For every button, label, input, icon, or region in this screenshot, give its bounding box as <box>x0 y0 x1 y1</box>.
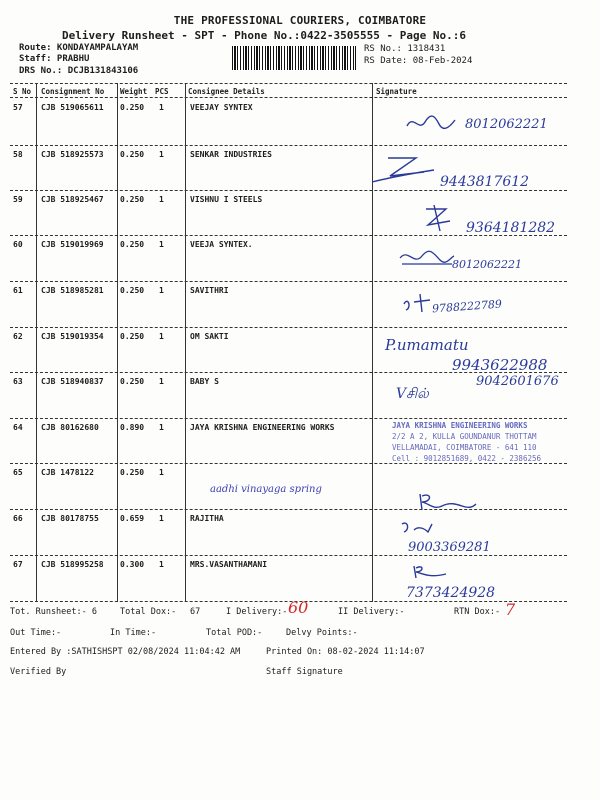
row-consignment: CJB 518925573 <box>41 150 104 159</box>
stamp-line: 2/2 A 2, KULLA GOUNDANUR THOTTAM <box>392 432 537 441</box>
handwritten-name: P.umamatu <box>385 336 469 354</box>
row-pcs: 1 <box>159 560 164 569</box>
col-consignment: Consignment No <box>41 87 105 96</box>
staff-signature-label: Staff Signature <box>266 667 343 677</box>
signature-scribble <box>398 248 456 272</box>
row-weight: 0.250 <box>120 377 145 386</box>
handwritten-consignee: aadhi vinayaga spring <box>210 484 322 495</box>
handwritten-phone: 9003369281 <box>408 540 491 555</box>
row-pcs: 1 <box>159 103 164 112</box>
row-consignee: VEEJAY SYNTEX <box>190 103 253 112</box>
row-sno: 57 <box>13 103 23 112</box>
row-consignee: BABY S <box>190 377 219 386</box>
total-dox-label: Total Dox:- <box>120 607 177 617</box>
stamp-line: VELLAMADAI, COIMBATORE - 641 110 <box>392 443 537 452</box>
row-consignment: CJB 518985281 <box>41 286 104 295</box>
stamp-line: Cell : 9012851689, 0422 - 2386256 <box>392 454 542 463</box>
signature-scribble <box>398 518 436 540</box>
row-consignment: CJB 519019969 <box>41 240 104 249</box>
row-sno: 60 <box>13 240 23 249</box>
row-weight: 0.890 <box>120 423 145 432</box>
table-top-rule <box>10 83 567 84</box>
signature-scribble <box>420 203 460 233</box>
handwritten-phone: 8012062221 <box>465 117 548 132</box>
row-rule <box>10 190 567 191</box>
row-pcs: 1 <box>159 423 164 432</box>
row-sno: 64 <box>13 423 23 432</box>
row-consignment: CJB 518925467 <box>41 195 104 204</box>
row-weight: 0.250 <box>120 468 145 477</box>
row-consignment: CJB 519065611 <box>41 103 104 112</box>
handwritten-phone: 9788222789 <box>431 297 503 316</box>
row-sno: 58 <box>13 150 23 159</box>
total-runsheet: Tot. Runsheet:- 6 <box>10 607 97 617</box>
signature-scribble <box>416 490 478 514</box>
handwritten-phone: 9443817612 <box>440 174 530 190</box>
delvy-points-label: Delvy Points:- <box>286 628 358 638</box>
signature-scribble <box>368 152 438 188</box>
runsheet-subtitle: Delivery Runsheet - SPT - Phone No.:0422-3505555 - Page No.:6 <box>62 29 466 42</box>
row-consignee: RAJITHA <box>190 514 224 523</box>
ii-delivery-label: II Delivery:- <box>338 607 405 617</box>
row-pcs: 1 <box>159 286 164 295</box>
row-pcs: 1 <box>159 468 164 477</box>
handwritten-phone: 9943622988 <box>452 356 548 374</box>
row-weight: 0.659 <box>120 514 145 523</box>
row-rule <box>10 555 567 556</box>
rtn-dox-label: RTN Dox:- <box>454 607 501 617</box>
signature-scribble <box>410 562 450 582</box>
col-divider <box>36 83 37 602</box>
row-consignee: MRS.VASANTHAMANI <box>190 560 268 569</box>
stamp-line: JAYA KRISHNA ENGINEERING WORKS <box>392 421 528 430</box>
col-consignee: Consignee Details <box>188 87 265 96</box>
row-sno: 65 <box>13 468 23 477</box>
entered-by: Entered By :SATHISHSPT 02/08/2024 11:04:42 AM <box>10 647 241 657</box>
row-weight: 0.250 <box>120 195 145 204</box>
col-pcs: PCS <box>155 87 169 96</box>
row-consignee: OM SAKTI <box>190 332 229 341</box>
row-sno: 63 <box>13 377 23 386</box>
row-sno: 59 <box>13 195 23 204</box>
row-consignment: CJB 519019354 <box>41 332 104 341</box>
row-consignee: SENKAR INDUSTRIES <box>190 150 272 159</box>
company-stamp <box>392 420 582 464</box>
in-time-label: In Time:- <box>110 628 157 638</box>
handwritten-phone: 8012062221 <box>452 258 522 271</box>
i-delivery-label: I Delivery:- <box>226 607 288 617</box>
row-consignment: CJB 518995258 <box>41 560 104 569</box>
handwritten-phone: 9042601676 <box>476 374 559 389</box>
total-pod-label: Total POD:- <box>206 628 263 638</box>
row-weight: 0.250 <box>120 240 145 249</box>
staff-label: Staff: PRABHU <box>19 54 90 64</box>
col-weight: Weight <box>120 87 148 96</box>
rs-date: RS Date: 08-Feb-2024 <box>364 56 473 66</box>
row-weight: 0.250 <box>120 103 145 112</box>
barcode <box>232 46 356 70</box>
handwritten-phone: 7373424928 <box>406 585 496 601</box>
row-weight: 0.250 <box>120 286 145 295</box>
row-pcs: 1 <box>159 150 164 159</box>
row-pcs: 1 <box>159 332 164 341</box>
row-sno: 62 <box>13 332 23 341</box>
row-rule <box>10 281 567 282</box>
i-delivery-handwritten: 60 <box>288 598 309 617</box>
verified-by-label: Verified By <box>10 667 67 677</box>
row-weight: 0.250 <box>120 332 145 341</box>
row-rule <box>10 509 567 510</box>
header-bottom-rule <box>10 97 567 98</box>
route-label: Route: KONDAYAMPALAYAM <box>19 43 139 53</box>
row-rule <box>10 418 567 419</box>
row-weight: 0.300 <box>120 560 145 569</box>
col-divider <box>185 83 186 602</box>
row-consignment: CJB 1478122 <box>41 468 94 477</box>
row-sno: 67 <box>13 560 23 569</box>
col-signature: Signature <box>376 87 417 96</box>
row-pcs: 1 <box>159 195 164 204</box>
row-consignee: VEEJA SYNTEX. <box>190 240 253 249</box>
rs-number: RS No.: 1318431 <box>364 44 446 54</box>
row-rule <box>10 145 567 146</box>
handwritten-name: Vசில் <box>396 386 429 402</box>
out-time-label: Out Time:- <box>10 628 62 638</box>
row-pcs: 1 <box>159 377 164 386</box>
row-consignee: VISHNU I STEELS <box>190 195 263 204</box>
row-pcs: 1 <box>159 240 164 249</box>
row-pcs: 1 <box>159 514 164 523</box>
total-dox-value: 67 <box>190 607 201 617</box>
row-weight: 0.250 <box>120 150 145 159</box>
handwritten-phone: 9364181282 <box>466 220 556 236</box>
company-title: THE PROFESSIONAL COURIERS, COIMBATORE <box>173 14 427 27</box>
rtn-dox-handwritten: 7 <box>505 600 516 619</box>
printed-on: Printed On: 08-02-2024 11:14:07 <box>266 647 425 657</box>
row-consignment: CJB 80162680 <box>41 423 99 432</box>
row-consignee: JAYA KRISHNA ENGINEERING WORKS <box>190 423 335 432</box>
col-divider <box>117 83 118 602</box>
col-sno: S No <box>13 87 32 96</box>
row-rule <box>10 327 567 328</box>
row-consignment: CJB 80178755 <box>41 514 99 523</box>
drs-number: DRS No.: DCJB131843106 <box>19 66 139 76</box>
signature-scribble <box>405 112 465 136</box>
row-consignment: CJB 518940837 <box>41 377 104 386</box>
row-sno: 61 <box>13 286 23 295</box>
row-sno: 66 <box>13 514 23 523</box>
row-consignee: SAVITHRI <box>190 286 229 295</box>
